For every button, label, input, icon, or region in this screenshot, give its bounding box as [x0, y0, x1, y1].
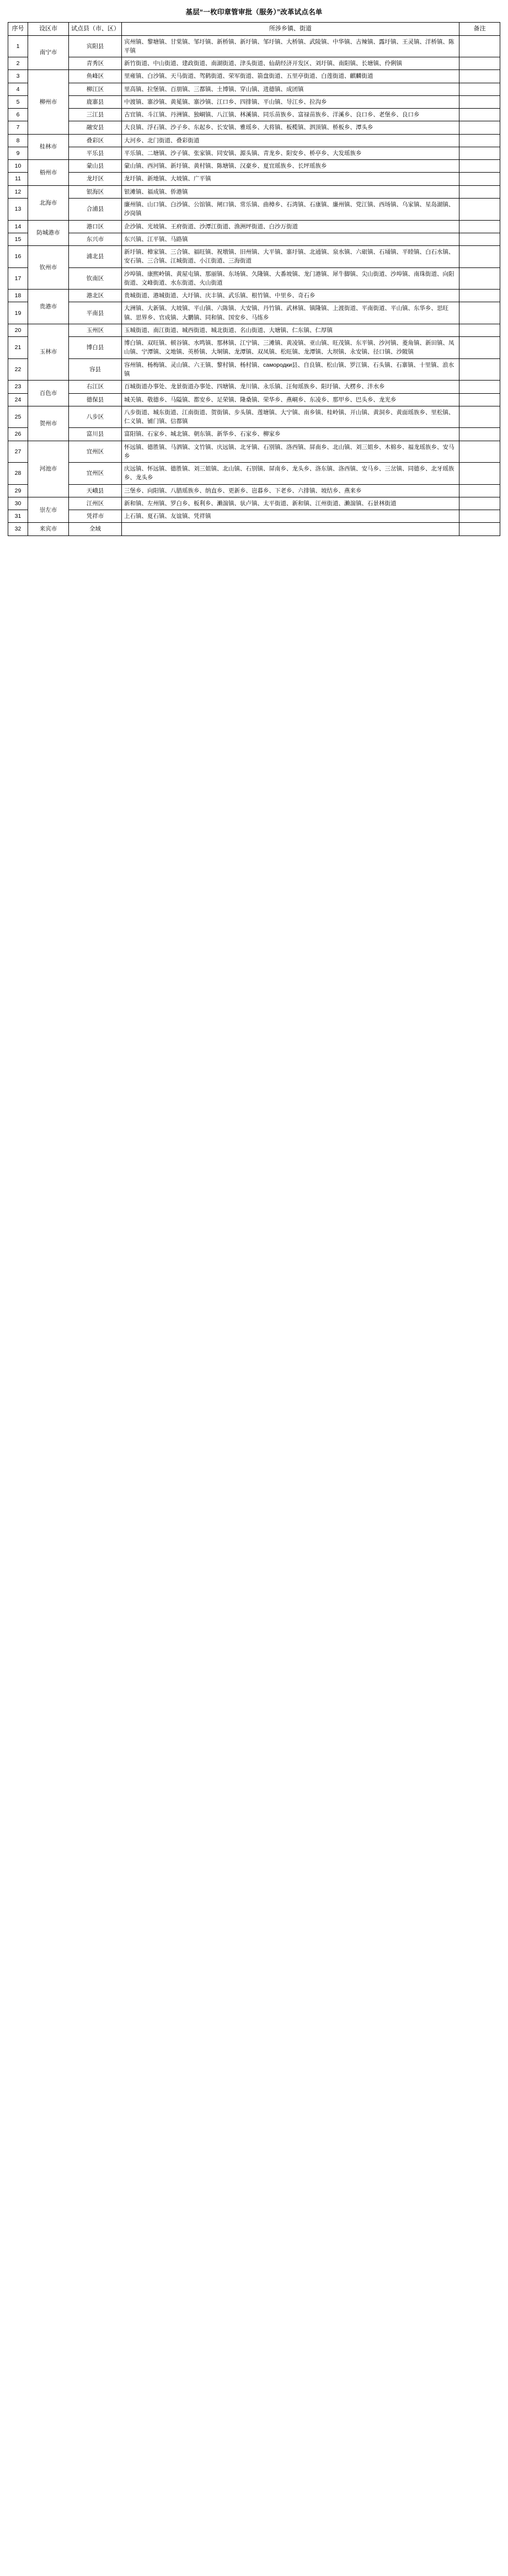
cell-county: 宜州区	[69, 463, 122, 485]
table-row	[8, 121, 500, 134]
cell-towns: 上石镇、夏石镇、友谊镇、凭祥镇	[122, 510, 459, 523]
table-row	[8, 185, 500, 198]
cell-seq: 11	[8, 173, 28, 185]
cell-seq: 8	[8, 134, 28, 147]
cell-towns: 百城街道办事处、龙景街道办事处、四塘镇、龙川镇、永乐镇、汪甸瑶族乡、阳圩镇、大楞乡、泮水乡	[122, 381, 459, 393]
cell-towns: 廉州镇、山口镇、白沙镇、公馆镇、闸口镇、常乐镇、曲樟乡、石湾镇、石康镇、廉州镇、党江镇、西场镇、乌家镇、星岛湖镇、沙岗镇	[122, 199, 459, 221]
table-row	[8, 428, 500, 441]
cell-remark	[459, 337, 500, 359]
table-row	[8, 199, 500, 221]
cell-seq: 18	[8, 290, 28, 302]
cell-towns	[122, 523, 459, 535]
cell-towns: 博白镇、双旺镇、顿谷镇、水鸣镇、那林镇、江宁镇、三滩镇、黄凌镇、亚山镇、旺茂镇、东平镇、沙河镇、菱角镇、新田镇、凤山镇、宁潭镇、文地镇、英桥镇、大垌镇、龙潭镇、双凤镇、松旺镇、龙潭镇、大坝镇、永安镇、径口镇、沙陂镇	[122, 337, 459, 359]
cell-seq: 27	[8, 441, 28, 463]
cell-city: 梧州市	[28, 160, 69, 186]
cell-towns: 宾州镇、黎塘镇、甘棠镇、邹圩镇、新桥镇、新圩镇、邹圩镇、大桥镇、武陵镇、中华镇、古辣镇、露圩镇、王灵镇、洋桥镇、陈平镇	[122, 35, 459, 57]
cell-seq: 6	[8, 109, 28, 121]
cell-remark	[459, 463, 500, 485]
cell-remark	[459, 428, 500, 441]
cell-remark	[459, 220, 500, 233]
table-row	[8, 406, 500, 428]
table-row	[8, 393, 500, 406]
document-page	[0, 0, 508, 547]
cell-seq: 24	[8, 393, 28, 406]
table-row	[8, 510, 500, 523]
cell-county: 右江区	[69, 381, 122, 393]
cell-towns: 沙埠镇、康熙岭镇、黄屋屯镇、那丽镇、东场镇、久隆镇、大番坡镇、龙门港镇、犀牛脚镇、尖山街道、沙埠镇、南珠街道、向阳街道、文峰街道、水东街道、火山街道	[122, 267, 459, 290]
header-county: 试点县（市、区）	[69, 22, 122, 35]
cell-seq: 32	[8, 523, 28, 535]
header-remark: 备注	[459, 22, 500, 35]
cell-towns: 中渡镇、寨沙镇、黄冕镇、寨沙镇、江口乡、四排镇、平山镇、导江乡、拉沟乡	[122, 95, 459, 108]
cell-towns: 容州镇、杨梅镇、灵山镇、六王镇、黎村镇、杨村镇、самородки县、自良镇、松山镇、罗江镇、石头镇、石寨镇、十里镇、浪水镇	[122, 358, 459, 381]
cell-remark	[459, 57, 500, 70]
table-row	[8, 35, 500, 57]
cell-towns: 古宜镇、斗江镇、丹洲镇、独峒镇、八江镇、林溪镇、同乐苗族乡、富禄苗族乡、洋溪乡、良口乡、老堡乡、良口乡	[122, 109, 459, 121]
cell-city: 河池市	[28, 441, 69, 497]
cell-seq: 31	[8, 510, 28, 523]
cell-seq: 21	[8, 337, 28, 359]
table-row	[8, 173, 500, 185]
table-row	[8, 220, 500, 233]
cell-city: 崇左市	[28, 497, 69, 523]
cell-city: 桂林市	[28, 134, 69, 160]
cell-towns: 新和镇、左州镇、罗白乡、板利乡、濑湍镇、驮卢镇、太平街道、新和镇、江州街道、濑湍镇、石景林街道	[122, 497, 459, 510]
cell-county: 江州区	[69, 497, 122, 510]
cell-county: 鹿寨县	[69, 95, 122, 108]
cell-towns: 大洲镇、大新镇、大坡镇、平山镇、六陈镇、大安镇、丹竹镇、武林镇、镇隆镇、上渡街道、平南街道、平山镇、东华乡、思旺镇、思界乡、官成镇、大鹏镇、同和镇、国安乡、马练乡	[122, 302, 459, 324]
cell-city: 南宁市	[28, 35, 69, 70]
cell-seq: 3	[8, 70, 28, 83]
cell-county: 东兴市	[69, 233, 122, 245]
cell-seq: 30	[8, 497, 28, 510]
cell-remark	[459, 95, 500, 108]
cell-remark	[459, 302, 500, 324]
cell-city: 来宾市	[28, 523, 69, 535]
cell-county: 融安县	[69, 121, 122, 134]
cell-seq: 26	[8, 428, 28, 441]
header-city: 设区市	[28, 22, 69, 35]
table-row	[8, 109, 500, 121]
cell-towns: 平乐镇、二塘镇、沙子镇、张家镇、同安镇、源头镇、青龙乡、阳安乡、桥亭乡、大发瑶族乡	[122, 147, 459, 159]
cell-county: 宾阳县	[69, 35, 122, 57]
cell-remark	[459, 70, 500, 83]
cell-city: 贵港市	[28, 290, 69, 324]
cell-city: 贺州市	[28, 406, 69, 441]
cell-remark	[459, 358, 500, 381]
cell-towns: 新圩镇、樟家镇、三合镇、福旺镇、祝墩镇、旧州镇、大平镇、寨圩镇、北通镇、泉水镇、六硍镇、石埇镇、平睦镇、白石水镇、安石镇、三合镇、江城街道、小江街道、三海街道	[122, 246, 459, 268]
table-row	[8, 134, 500, 147]
cell-remark	[459, 109, 500, 121]
table-row	[8, 83, 500, 95]
cell-county: 鱼峰区	[69, 70, 122, 83]
table-row	[8, 484, 500, 497]
cell-seq: 19	[8, 302, 28, 324]
cell-city: 北海市	[28, 185, 69, 220]
cell-towns: 里高镇、拉堡镇、百朋镇、三都镇、土博镇、穿山镇、进德镇、成团镇	[122, 83, 459, 95]
cell-county: 天峨县	[69, 484, 122, 497]
cell-county: 容县	[69, 358, 122, 381]
table-row	[8, 70, 500, 83]
cell-seq: 15	[8, 233, 28, 245]
cell-county: 港口区	[69, 220, 122, 233]
cell-remark	[459, 324, 500, 336]
cell-county: 平南县	[69, 302, 122, 324]
table-row	[8, 57, 500, 70]
cell-county: 柳江区	[69, 83, 122, 95]
cell-seq: 17	[8, 267, 28, 290]
cell-seq: 7	[8, 121, 28, 134]
table-row	[8, 147, 500, 159]
cell-county: 龙圩区	[69, 173, 122, 185]
cell-towns: 富阳镇、石家乡、城北镇、朝东镇、新华乡、石家乡、柳家乡	[122, 428, 459, 441]
cell-seq: 4	[8, 83, 28, 95]
cell-remark	[459, 290, 500, 302]
cell-county: 全域	[69, 523, 122, 535]
cell-city: 百色市	[28, 381, 69, 406]
table-row	[8, 463, 500, 485]
cell-remark	[459, 185, 500, 198]
cell-seq: 22	[8, 358, 28, 381]
cell-county: 玉州区	[69, 324, 122, 336]
cell-towns: 城关镇、敬德乡、马隘镇、都安乡、足荣镇、隆桑镇、荣华乡、燕峒乡、东凌乡、那甲乡、巴头乡、龙光乡	[122, 393, 459, 406]
cell-county: 八步区	[69, 406, 122, 428]
cell-county: 博白县	[69, 337, 122, 359]
cell-city: 玉林市	[28, 324, 69, 380]
cell-county: 蒙山县	[69, 160, 122, 173]
cell-remark	[459, 510, 500, 523]
cell-towns: 大良镇、浮石镇、沙子乡、东起乡、长安镇、雅瑶乡、大将镇、板榄镇、泗顶镇、桥板乡、潭头乡	[122, 121, 459, 134]
header-seq: 序号	[8, 22, 28, 35]
cell-towns: 东兴镇、江平镇、马路镇	[122, 233, 459, 245]
cell-remark	[459, 83, 500, 95]
cell-remark	[459, 523, 500, 535]
pilot-list-table	[8, 22, 500, 536]
cell-seq: 5	[8, 95, 28, 108]
table-header-row	[8, 22, 500, 35]
header-towns: 所涉乡镇、街道	[122, 22, 459, 35]
cell-city: 钦州市	[28, 246, 69, 290]
table-row	[8, 160, 500, 173]
table-row	[8, 337, 500, 359]
cell-remark	[459, 381, 500, 393]
cell-remark	[459, 441, 500, 463]
cell-remark	[459, 497, 500, 510]
table-row	[8, 246, 500, 268]
cell-towns: 里雍镇、白沙镇、天马街道、驾鹤街道、荣军街道、箭盘街道、五里亭街道、白莲街道、麒麟街道	[122, 70, 459, 83]
cell-seq: 16	[8, 246, 28, 268]
table-row	[8, 441, 500, 463]
cell-remark	[459, 393, 500, 406]
table-row	[8, 381, 500, 393]
cell-remark	[459, 406, 500, 428]
cell-remark	[459, 173, 500, 185]
table-row	[8, 358, 500, 381]
cell-seq: 10	[8, 160, 28, 173]
table-row	[8, 523, 500, 535]
cell-towns: 怀远镇、德胜镇、马泗镇、文竹镇、庆远镇、北牙镇、石别镇、洛西镇、屏南乡、北山镇、刘三姐乡、木棉乡、福龙瑶族乡、安马乡	[122, 441, 459, 463]
table-row	[8, 233, 500, 245]
cell-towns: 银滩镇、福成镇、侨港镇	[122, 185, 459, 198]
cell-remark	[459, 134, 500, 147]
cell-seq: 20	[8, 324, 28, 336]
cell-towns: 龙圩镇、新地镇、大坡镇、广平镇	[122, 173, 459, 185]
table-row	[8, 497, 500, 510]
cell-county: 凭祥市	[69, 510, 122, 523]
cell-seq: 13	[8, 199, 28, 221]
cell-seq: 1	[8, 35, 28, 57]
cell-remark	[459, 246, 500, 268]
cell-towns: 大河乡、北门街道、叠彩街道	[122, 134, 459, 147]
cell-county: 富川县	[69, 428, 122, 441]
cell-towns: 企沙镇、光坡镇、王府街道、沙潭江街道、渔洲坪街道、白沙万街道	[122, 220, 459, 233]
cell-county: 平乐县	[69, 147, 122, 159]
table-row	[8, 324, 500, 336]
cell-county: 港北区	[69, 290, 122, 302]
cell-remark	[459, 147, 500, 159]
cell-seq: 9	[8, 147, 28, 159]
cell-county: 浦北县	[69, 246, 122, 268]
cell-towns: 新竹街道、中山街道、建政街道、南湖街道、津头街道、仙葫经济开发区、刘圩镇、南阳镇、长塘镇、伶俐镇	[122, 57, 459, 70]
cell-remark	[459, 160, 500, 173]
table-row	[8, 95, 500, 108]
cell-towns: 玉城街道、南江街道、城西街道、城北街道、名山街道、大塘镇、仁东镇、仁厚镇	[122, 324, 459, 336]
cell-seq: 25	[8, 406, 28, 428]
cell-towns: 庆远镇、怀远镇、德胜镇、刘三姐镇、北山镇、石别镇、屏南乡、龙头乡、洛东镇、洛西镇、安马乡、三岔镇、同德乡、北牙瑶族乡、龙头乡	[122, 463, 459, 485]
table-row	[8, 302, 500, 324]
cell-towns: 蒙山镇、西河镇、新圩镇、黄村镇、陈塘镇、汉豪乡、夏宜瑶族乡、长坪瑶族乡	[122, 160, 459, 173]
cell-city: 防城港市	[28, 220, 69, 246]
cell-remark	[459, 121, 500, 134]
cell-county: 德保县	[69, 393, 122, 406]
cell-remark	[459, 484, 500, 497]
cell-seq: 29	[8, 484, 28, 497]
cell-remark	[459, 267, 500, 290]
cell-county: 银海区	[69, 185, 122, 198]
cell-county: 三江县	[69, 109, 122, 121]
table-row	[8, 267, 500, 290]
cell-county: 叠彩区	[69, 134, 122, 147]
table-body	[8, 35, 500, 535]
cell-county: 合浦县	[69, 199, 122, 221]
page-title: 基层“一枚印章管审批（服务）”改革试点名单	[185, 8, 323, 16]
cell-county: 宜州区	[69, 441, 122, 463]
cell-seq: 23	[8, 381, 28, 393]
cell-city: 柳州市	[28, 70, 69, 134]
cell-county: 青秀区	[69, 57, 122, 70]
cell-seq: 2	[8, 57, 28, 70]
cell-remark	[459, 199, 500, 221]
cell-seq: 28	[8, 463, 28, 485]
cell-towns: 贵城街道、港城街道、大圩镇、庆丰镇、武乐镇、根竹镇、中里乡、奇石乡	[122, 290, 459, 302]
table-row	[8, 290, 500, 302]
cell-towns: 八步街道、城东街道、江南街道、贺街镇、步头镇、莲塘镇、大宁镇、南乡镇、桂岭镇、开山镇、黄洞乡、黄面瑶族乡、里松镇、仁义镇、铺门镇、信都镇	[122, 406, 459, 428]
cell-towns: 三堡乡、向阳镇、八腊瑶族乡、纳直乡、更新乡、岜暮乡、下老乡、六排镇、坡结乡、燕来乡	[122, 484, 459, 497]
cell-county: 钦南区	[69, 267, 122, 290]
cell-remark	[459, 35, 500, 57]
cell-remark	[459, 233, 500, 245]
cell-seq: 12	[8, 185, 28, 198]
cell-seq: 14	[8, 220, 28, 233]
